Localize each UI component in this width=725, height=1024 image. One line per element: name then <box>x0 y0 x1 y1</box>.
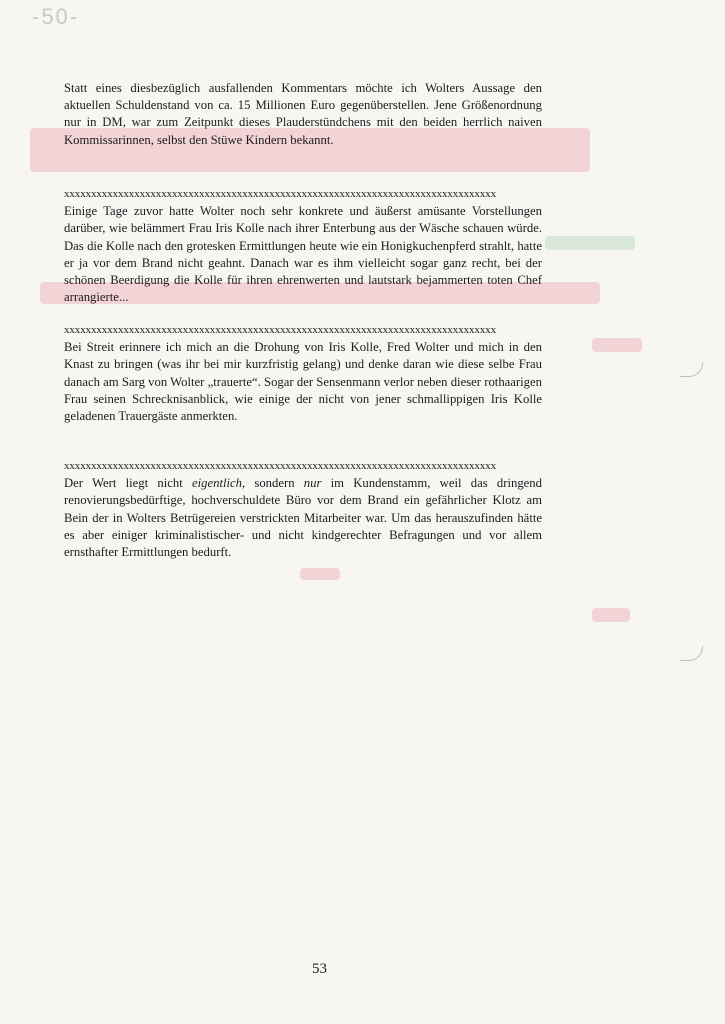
corner-page-mark: -50- <box>32 4 80 29</box>
text-block-4 <box>64 458 542 561</box>
text-block-2 <box>64 186 542 306</box>
text-run: sondern <box>245 476 304 491</box>
highlight-mark <box>592 338 642 352</box>
separator-line: xxxxxxxxxxxxxxxxxxxxxxxxxxxxxxxxxxxxxxxxxxxxxxxxxxxxxxxxxxxxxxxxxxxxxxxxxxxxxxxx <box>64 460 497 472</box>
paragraph: Bei Streit erinnere ich mich an die Drohung von Iris Kolle, Fred Wolter und mich in den Knast zu bringen (was ihr bei mir kurzfristig gelang) und denke daran wie diese selbe Frau danach am Sarg von Wolter „trauerte“. Sogar der Sensenmann verlor neben dieser rothaarigen Frau seinen Schrecknisanblick, wie einige der nicht von jener schmallippigen Iris Kolle geladenen Trauergäste anmerkten. <box>64 340 542 424</box>
separator-line: xxxxxxxxxxxxxxxxxxxxxxxxxxxxxxxxxxxxxxxxxxxxxxxxxxxxxxxxxxxxxxxxxxxxxxxxxxxxxxxx <box>64 324 497 336</box>
paragraph: Einige Tage zuvor hatte Wolter noch sehr konkrete und äußerst amüsante Vorstellungen darüber, wie belämmert Frau Iris Kolle nach ihrer Enterbung aus der Wäsche schauen würde. Das die Kolle nach den grotesken Ermittlungen heute wie ein Honigkuchenpferd strahlt, hatte er ja vor dem Brand nicht geahnt. Danach war es ihm vielleicht sogar ganz recht, bei der schönen Beerdigung die Kolle für ihren ehrenwerten und lautstark bejammerten toten Chef arrangierte... <box>64 204 542 305</box>
separator-line: xxxxxxxxxxxxxxxxxxxxxxxxxxxxxxxxxxxxxxxxxxxxxxxxxxxxxxxxxxxxxxxxxxxxxxxxxxxxxxxx <box>64 188 497 200</box>
highlight-mark <box>592 608 630 622</box>
paragraph: Statt eines diesbezüglich ausfallenden Kommentars möchte ich Wolters Aussage den aktuellen Schuldenstand von ca. 15 Millionen Euro gegenüberstellen. Jene Größenordnung nur in DM, war zum Zeitpunkt dieses Plauderstündchens mit den beiden herrlich naiven Kommissarinnen, selbst den Stüwe Kindern bekannt. <box>64 81 542 147</box>
paragraph <box>64 475 542 561</box>
text-block-3 <box>64 322 542 425</box>
emphasis-text: nur <box>303 476 322 491</box>
page-number: 53 <box>312 961 327 977</box>
text-run: im Kundenstamm, weil das dringend renovierungsbedürftige, hochverschuldete Büro vor dem Brand ein gefährlicher Klotz am Bein der in Wolters Betrügereien verstrickten Mitarbeiter war. Um das herauszufinden hätte es aber einiger kriminalistischer- und nicht kindgerechter Befragungen und vor allem ernsthafter Ermittlungen bedurft. <box>64 476 542 560</box>
highlight-mark <box>545 236 635 250</box>
highlight-mark <box>300 568 340 580</box>
text-block-1 <box>64 80 542 149</box>
punch-hole-mark <box>680 362 703 377</box>
punch-hole-mark <box>680 646 703 661</box>
text-run: Der Wert liegt nicht <box>64 476 192 491</box>
emphasis-text: eigentlich, <box>191 476 246 491</box>
